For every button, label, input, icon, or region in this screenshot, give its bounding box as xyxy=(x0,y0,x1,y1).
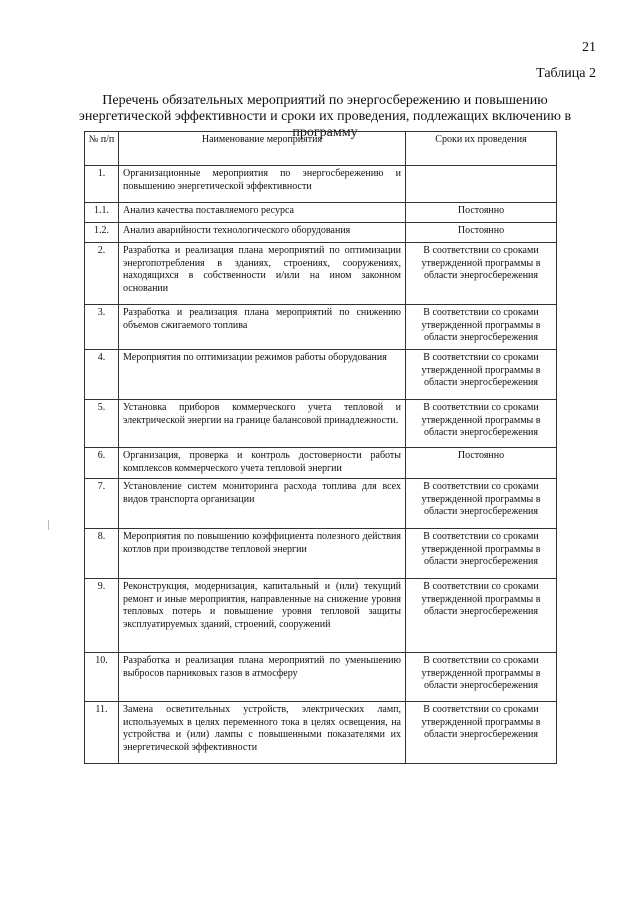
table-header-row xyxy=(85,132,557,166)
measure-name: Реконструкция, модернизация, капитальный и (или) текущий ремонт и иные мероприятия, направленные на снижение уровня тепловых потерь и повышение уровня тепловой защиты эксплуатируемых зданий, строений, сооружений xyxy=(119,579,406,653)
table-label: Таблица 2 xyxy=(536,66,596,81)
table-row xyxy=(85,529,557,579)
measure-name: Анализ качества поставляемого ресурса xyxy=(119,203,406,223)
row-number: 5. xyxy=(85,400,119,448)
table-row xyxy=(85,479,557,529)
measure-term: В соответствии со сроками утвержденной программы в области энергосбережения xyxy=(406,579,557,653)
row-number: 8. xyxy=(85,529,119,579)
measure-term: Постоянно xyxy=(406,223,557,243)
row-number: 11. xyxy=(85,702,119,764)
row-number: 2. xyxy=(85,243,119,305)
row-number: 1.2. xyxy=(85,223,119,243)
table-row xyxy=(85,203,557,223)
measure-term: В соответствии со сроками утвержденной программы в области энергосбережения xyxy=(406,243,557,305)
margin-mark xyxy=(48,520,49,530)
row-number: 9. xyxy=(85,579,119,653)
measure-name: Организационные мероприятия по энергосбережению и повышению энергетической эффективности xyxy=(119,166,406,203)
page-number: 21 xyxy=(582,40,596,55)
table-row xyxy=(85,448,557,479)
table-row xyxy=(85,702,557,764)
table-row xyxy=(85,653,557,702)
measure-term: В соответствии со сроками утвержденной программы в области энергосбережения xyxy=(406,479,557,529)
measure-name: Разработка и реализация плана мероприятий по оптимизации энергопотребления в зданиях, строениях, сооружениях, находящихся в собственности и/или на ином законном основании xyxy=(119,243,406,305)
measure-term: В соответствии со сроками утвержденной программы в области энергосбережения xyxy=(406,350,557,400)
measure-term: Постоянно xyxy=(406,203,557,223)
column-header-name: Наименование мероприятия xyxy=(119,132,406,166)
measure-name: Разработка и реализация плана мероприятий по уменьшению выбросов парниковых газов в атмосферу xyxy=(119,653,406,702)
table-row xyxy=(85,166,557,203)
measure-term: В соответствии со сроками утвержденной программы в области энергосбережения xyxy=(406,653,557,702)
row-number: 6. xyxy=(85,448,119,479)
measure-term: В соответствии со сроками утвержденной программы в области энергосбережения xyxy=(406,529,557,579)
measure-term: В соответствии со сроками утвержденной программы в области энергосбережения xyxy=(406,400,557,448)
row-number: 10. xyxy=(85,653,119,702)
measures-table xyxy=(84,131,557,764)
table-row xyxy=(85,243,557,305)
measure-term: Постоянно xyxy=(406,448,557,479)
measure-name: Мероприятия по повышению коэффициента полезного действия котлов при производстве тепловой энергии xyxy=(119,529,406,579)
table-row xyxy=(85,305,557,350)
table-row xyxy=(85,400,557,448)
measure-name: Мероприятия по оптимизации режимов работы оборудования xyxy=(119,350,406,400)
measure-name: Анализ аварийности технологического оборудования xyxy=(119,223,406,243)
row-number: 4. xyxy=(85,350,119,400)
row-number: 3. xyxy=(85,305,119,350)
measure-name: Замена осветительных устройств, электрических ламп, используемых в целях переменного тока в целях освещения, на устройства и (или) лампы с повышенными показателями их энергетической эффективности xyxy=(119,702,406,764)
table-row xyxy=(85,350,557,400)
column-header-number: № п/п xyxy=(85,132,119,166)
measure-name: Установка приборов коммерческого учета тепловой и электрической энергии на границе балансовой принадлежности. xyxy=(119,400,406,448)
measure-term xyxy=(406,166,557,203)
measure-name: Организация, проверка и контроль достоверности работы комплексов коммерческого учета тепловой энергии xyxy=(119,448,406,479)
measure-name: Установление систем мониторинга расхода топлива для всех видов транспорта организации xyxy=(119,479,406,529)
measure-term: В соответствии со сроками утвержденной программы в области энергосбережения xyxy=(406,702,557,764)
row-number: 1. xyxy=(85,166,119,203)
document-title: Перечень обязательных мероприятий по энергосбережению и повышению энергетической эффективности и сроки их проведения, подлежащих включению в программу xyxy=(78,93,572,140)
column-header-term: Сроки их проведения xyxy=(406,132,557,166)
table-row xyxy=(85,223,557,243)
row-number: 1.1. xyxy=(85,203,119,223)
measure-name: Разработка и реализация плана мероприятий по снижению объемов сжигаемого топлива xyxy=(119,305,406,350)
measure-term: В соответствии со сроками утвержденной программы в области энергосбережения xyxy=(406,305,557,350)
row-number: 7. xyxy=(85,479,119,529)
table-row xyxy=(85,579,557,653)
